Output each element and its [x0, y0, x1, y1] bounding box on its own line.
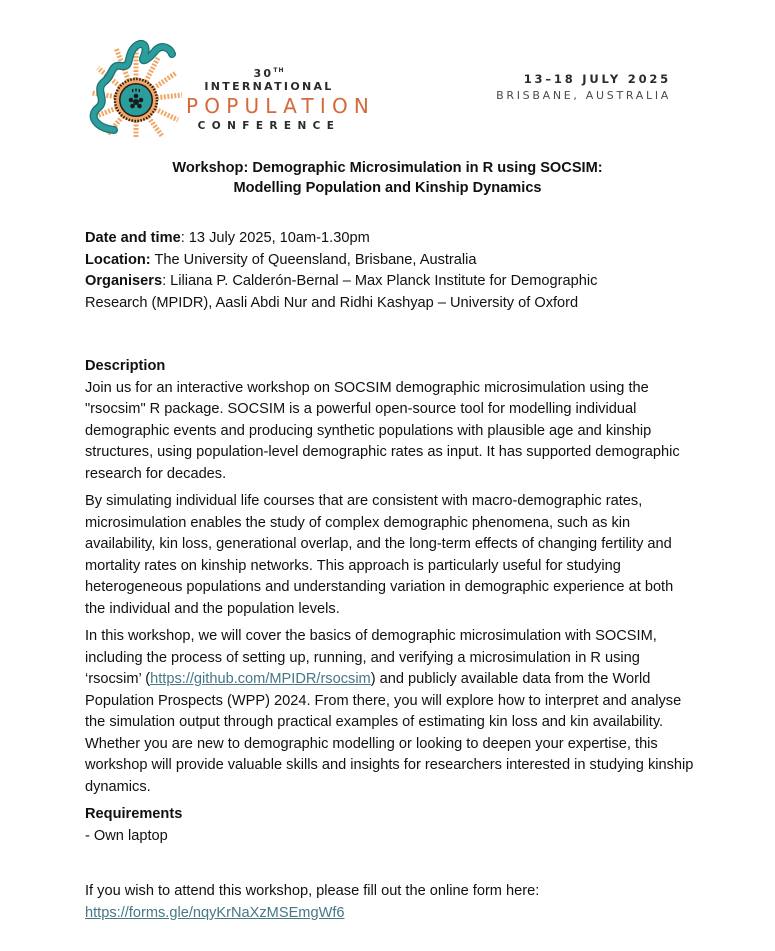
requirements-heading: Requirements: [85, 806, 183, 822]
location-line: [85, 250, 695, 272]
title-line-2: Modelling Population and Kinship Dynamics: [233, 179, 542, 196]
conference-name: POPULATION: [186, 94, 376, 118]
organisers-line: [85, 271, 695, 293]
conference-dates: 13–18 JULY 2025: [523, 72, 671, 86]
signup-form-link[interactable]: https://forms.gle/nqyKrNaXzMSEmgWf6: [85, 904, 345, 921]
organisers-line-2: Research (MPIDR), Aasli Abdi Nur and Ridhi Kashyap – University of Oxford: [85, 294, 579, 311]
location-value: The University of Queensland, Brisbane, Australia: [150, 251, 477, 268]
location-label: Location:: [85, 251, 151, 268]
description-paragraph-2: By simulating individual life courses that are consistent with macro-demographic rates, microsimulation enables the study of complex demographic phenomena, such as kin availability, kin loss, generational overlap, and the long-term effects of changing fertility and mortality rates on kinship networks. This approach is particularly useful for studying heterogeneous populations and understanding variation in demographic experience at both the individual and the population levels.: [85, 493, 674, 617]
title-line-1: Workshop: Demographic Microsimulation in R using SOCSIM:: [172, 160, 603, 176]
organisers-value-1: : Liliana P. Calderón-Bernal – Max Planck Institute for Demographic: [162, 273, 598, 289]
organisers-label: Organisers: [85, 273, 163, 289]
requirements-item: - Own laptop: [85, 827, 168, 844]
conference-edition: 30TH INTERNATIONAL: [204, 67, 334, 93]
conference-wordmark: [186, 64, 376, 133]
rsocsim-github-link[interactable]: https://github.com/MPIDR/rsocsim: [150, 671, 371, 687]
description-paragraph-3: In this workshop, we will cover the basics of demographic microsimulation with SOCSIM, including the process of setting up, running, and verifying a microsimulation in R using ‘rsocsim’ (https://github.com/MPIDR/rsocsim) and publicly available data from the World Population Prospects (WPP) 2024. From there, you will explore how to interpret and analyse the simulation output through practical examples of estimating kin loss and kin availability. Whether you are new to demographic modelling or looking to deepen your expertise, this workshop will provide valuable skills and insights for researchers interested in studying kinship dynamics.: [85, 628, 694, 795]
conference-logo: [86, 38, 186, 140]
date-time-line: [85, 228, 695, 250]
date-time-label: Date and time: [85, 230, 181, 246]
conference-location: BRISBANE, AUSTRALIA: [496, 89, 671, 102]
conference-sun-river-logo-icon: [86, 38, 186, 140]
signup-text: If you wish to attend this workshop, please fill out the online form here:: [85, 883, 540, 899]
description-paragraph-1: Join us for an interactive workshop on SOCSIM demographic microsimulation using the "rsocsim" R package. SOCSIM is a powerful open-source tool for modelling individual demographic events and producing synthetic populations with plausible age and kinship structures, using population-level demographic rates as input. It has supported demographic research for decades.: [85, 379, 680, 482]
conference-subtitle: CONFERENCE: [197, 120, 341, 132]
date-time-value: : 13 July 2025, 10am-1.30pm: [180, 230, 370, 246]
document-body: [85, 228, 695, 924]
document-title: [0, 159, 775, 198]
conference-date-location: [496, 72, 671, 104]
description-heading: Description: [85, 358, 166, 374]
